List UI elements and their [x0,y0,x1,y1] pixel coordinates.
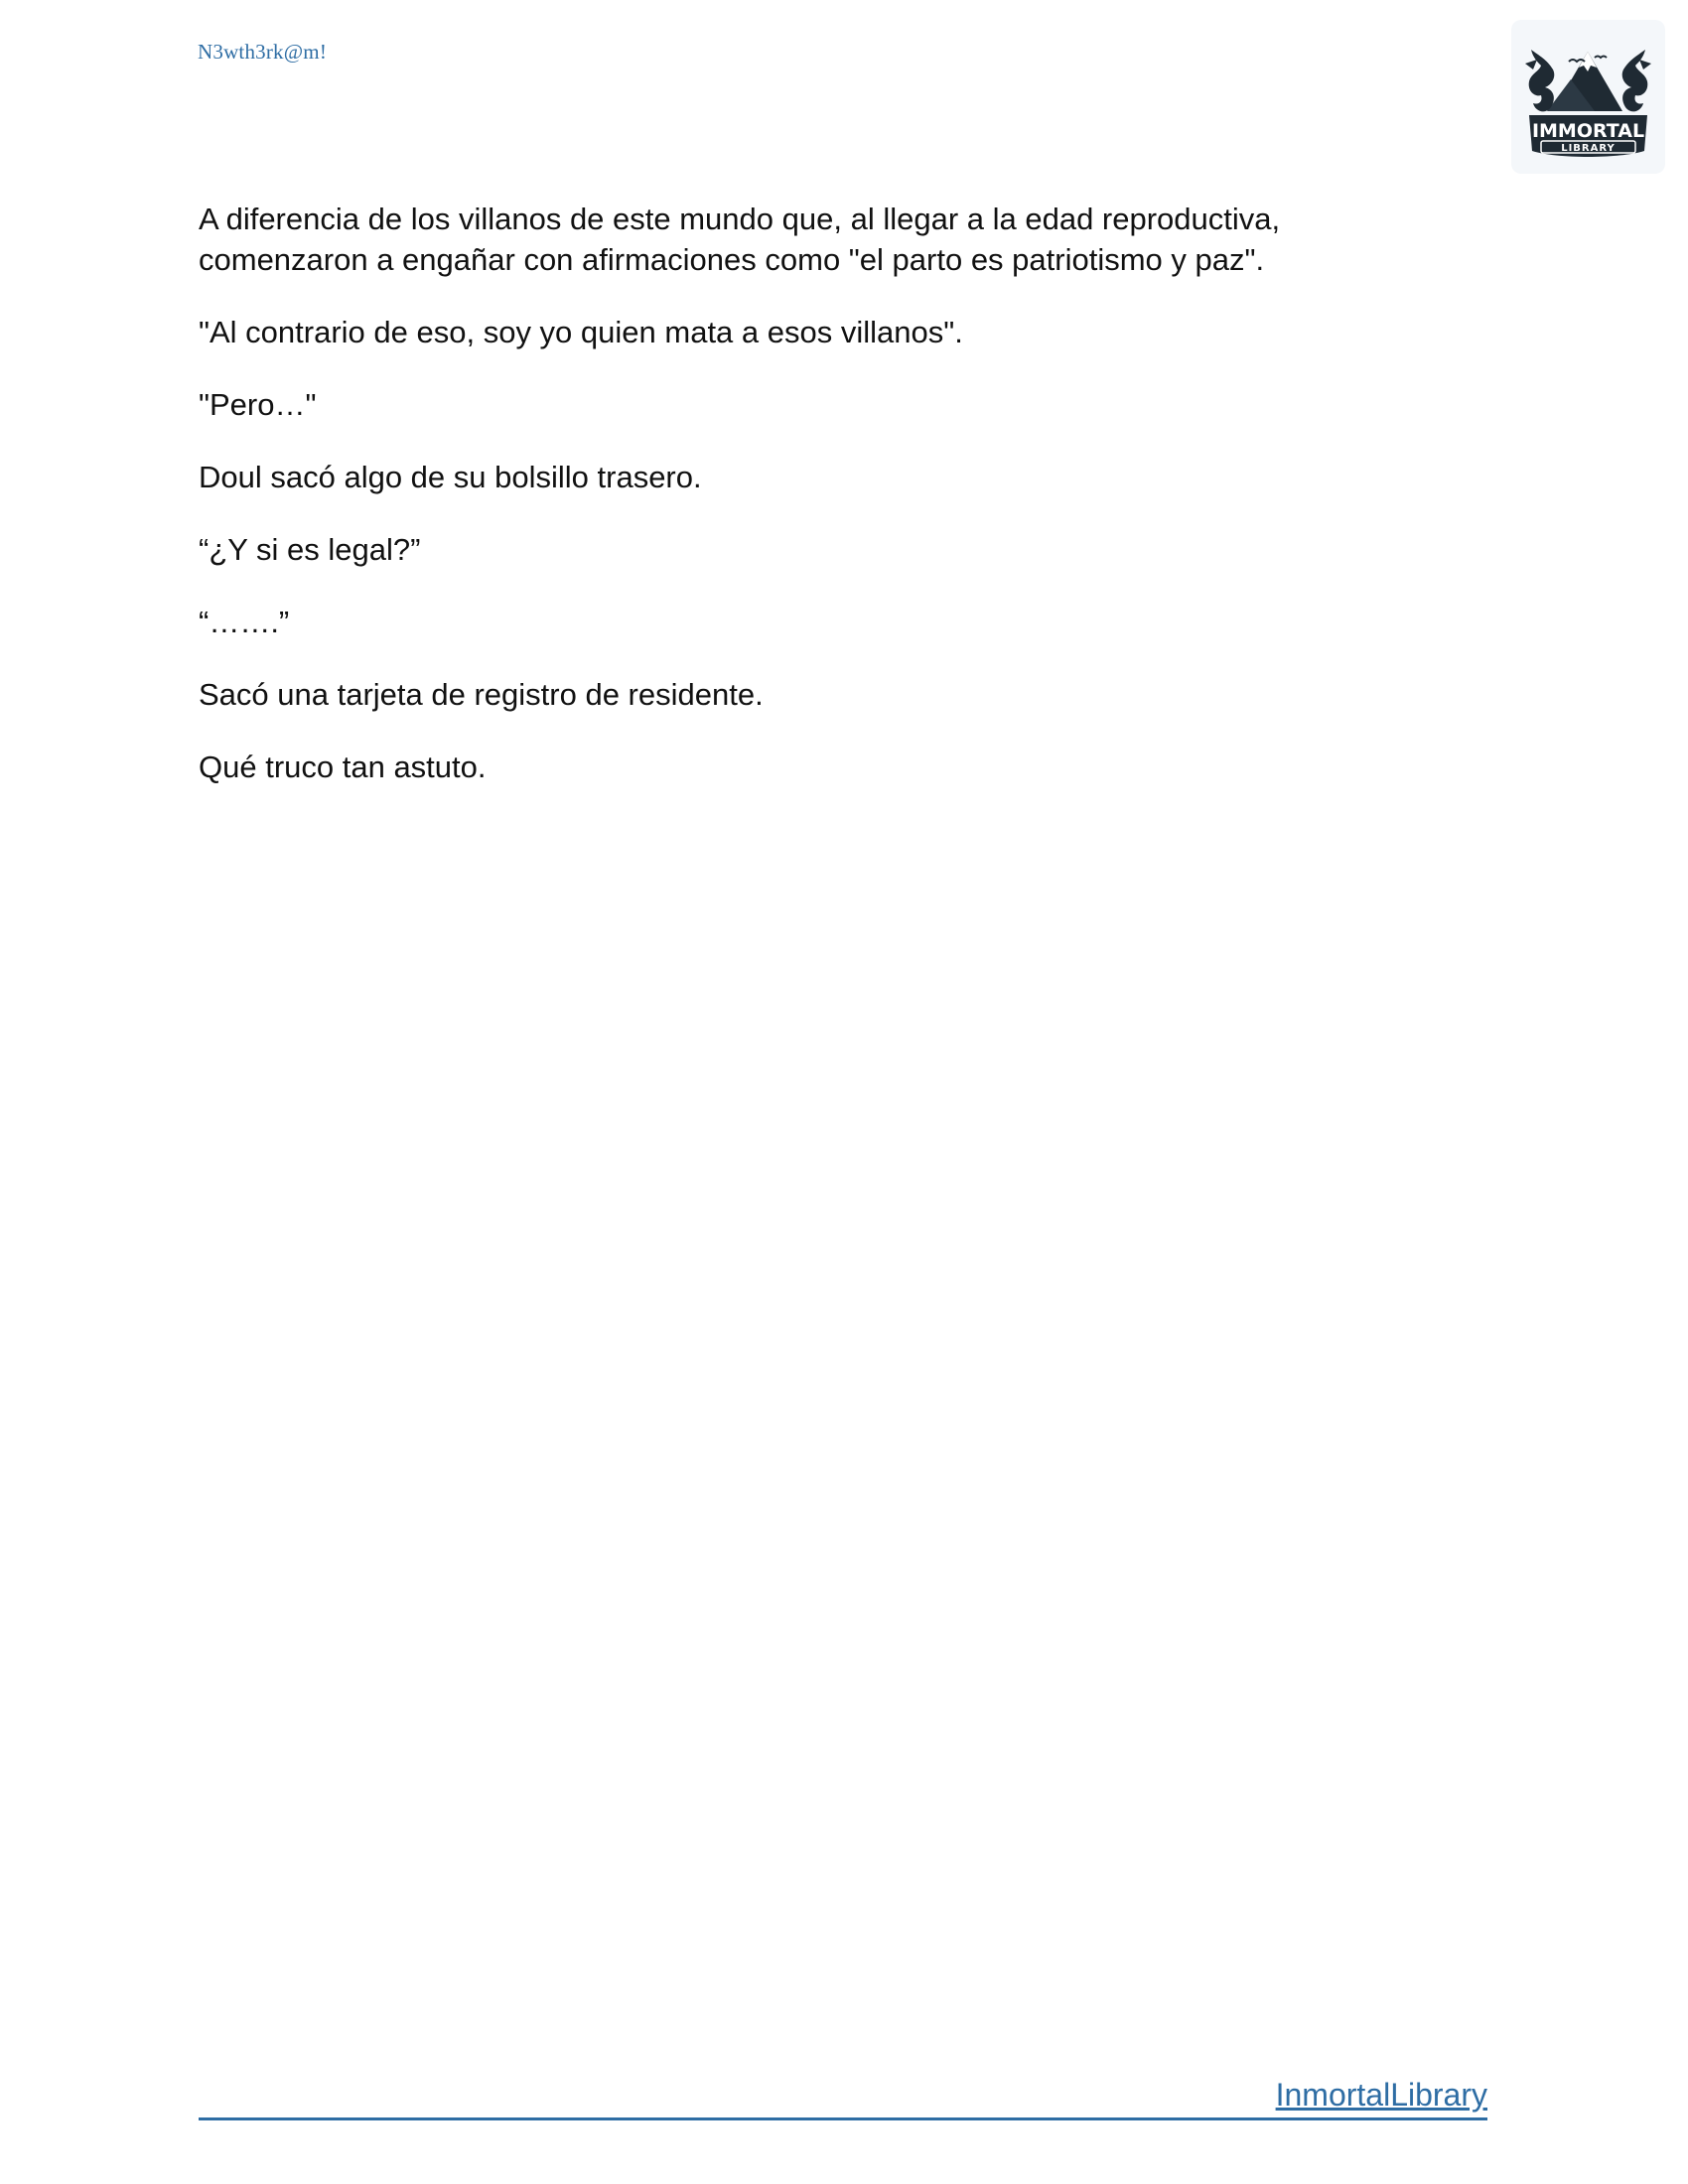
dragon-emblem-icon [1511,20,1665,174]
header-code-text: N3wth3rk@m! [198,40,328,64]
immortal-library-logo [1511,20,1665,174]
paragraph: “¿Y si es legal?” [199,532,421,567]
paragraph: Doul sacó algo de su bolsillo trasero. [199,460,702,494]
logo-line2: LIBRARY [1561,143,1616,154]
paragraph: "Al contrario de eso, soy yo quien mata a esos villanos". [199,315,963,349]
logo-line1: IMMORTAL [1531,120,1645,142]
paragraph: “…….” [199,605,290,639]
paragraph: "Pero…" [199,387,317,422]
footer-link[interactable]: InmortalLibrary [1275,2077,1487,2113]
paragraph: A diferencia de los villanos de este mundo que, al llegar a la edad reproductiva, comenzaron a engañar con afirmaciones como "el parto es patriotismo y paz". [199,202,1281,277]
footer-divider [199,2117,1487,2120]
paragraph: Qué truco tan astuto. [199,750,487,784]
chapter-body [199,199,1450,819]
paragraph: Sacó una tarjeta de registro de residente. [199,677,764,712]
